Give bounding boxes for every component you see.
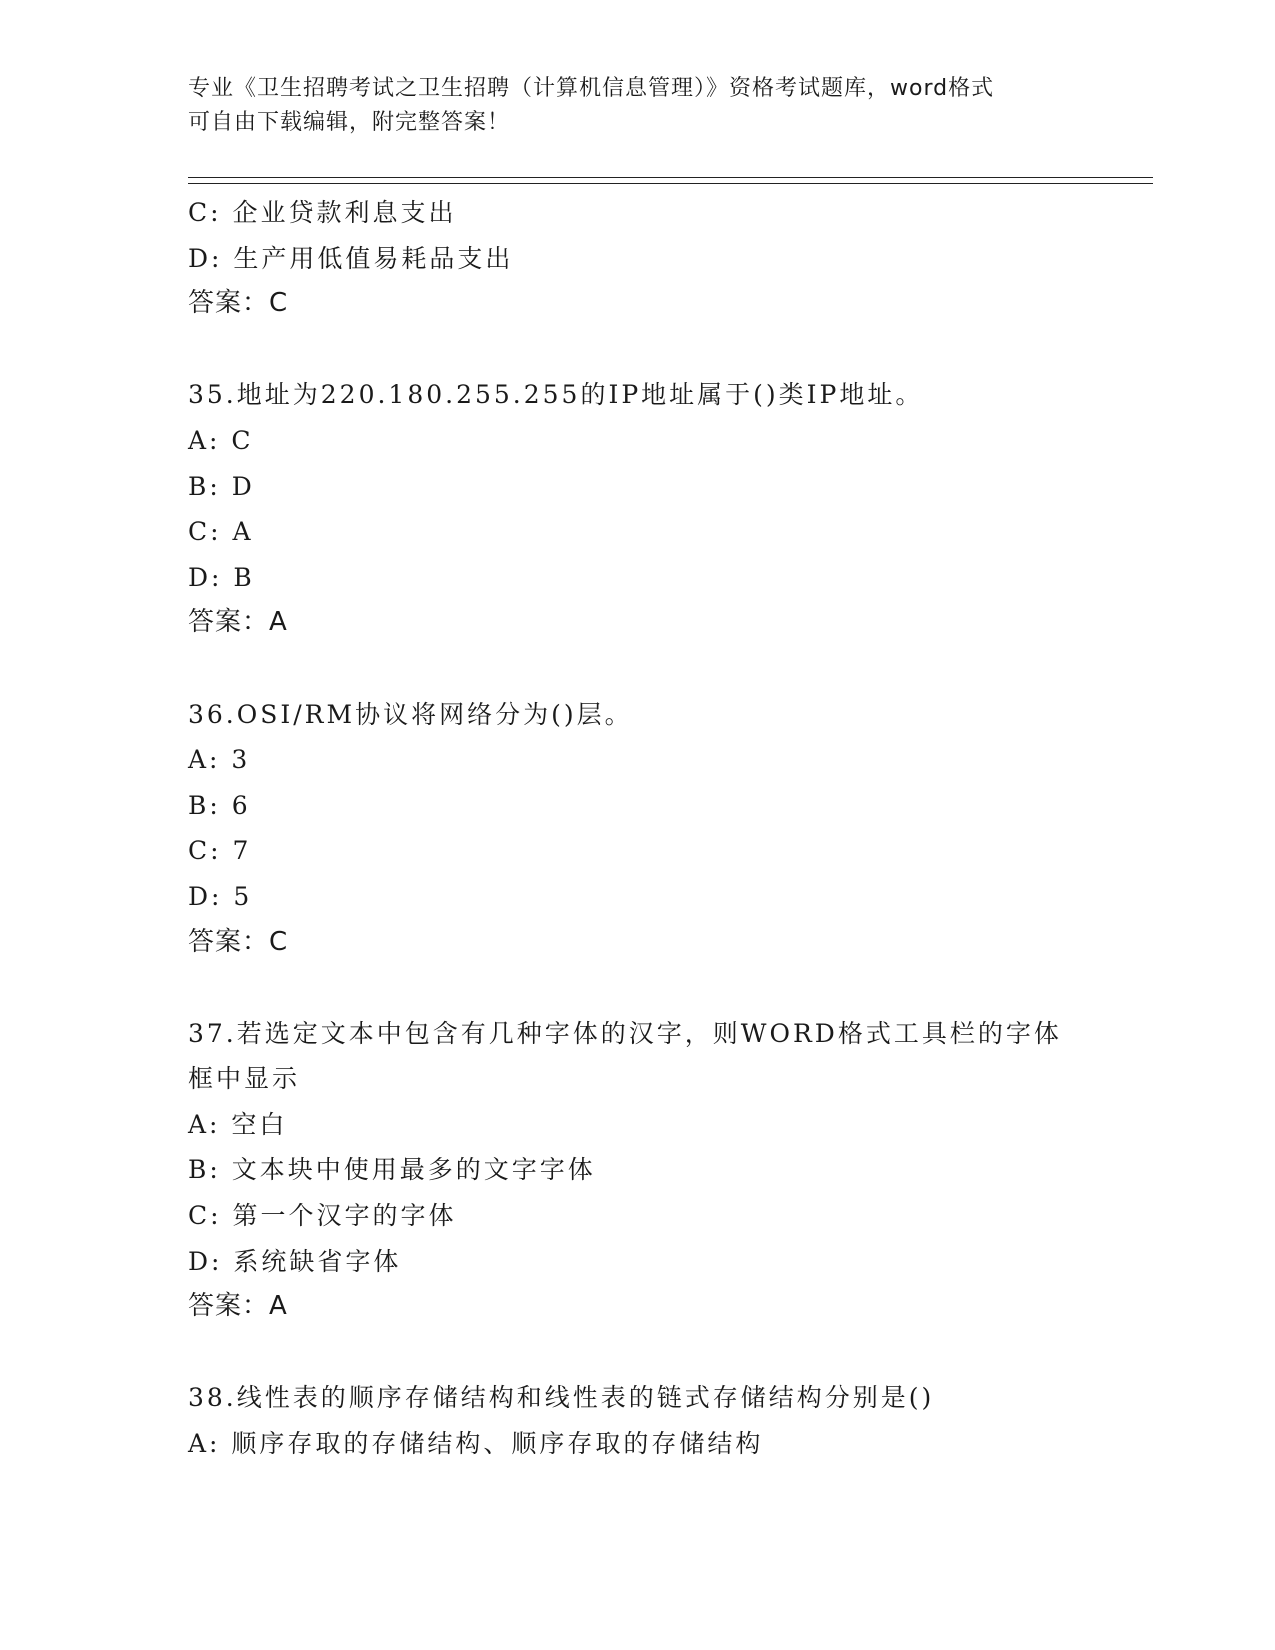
question-list	[188, 190, 1153, 1467]
spacer	[188, 327, 1153, 373]
answer: 答案：A	[188, 607, 288, 638]
question-stem: 36.OSI/RM协议将网络分为()层。	[188, 699, 633, 729]
option-d: D: 系统缺省字体	[188, 1246, 402, 1276]
option-a: A: C	[188, 425, 254, 455]
spacer	[188, 646, 1153, 692]
document-header	[188, 72, 1088, 140]
spacer	[188, 1330, 1153, 1376]
option-d: D: 5	[188, 881, 253, 911]
spacer	[188, 965, 1153, 1011]
question-stem-line-1: 37.若选定文本中包含有几种字体的汉字，则WORD格式工具栏的字体	[188, 1018, 1062, 1048]
question-35	[188, 372, 1153, 646]
question-38	[188, 1375, 1153, 1466]
header-line-2: 可自由下载编辑，附完整答案！	[188, 110, 511, 135]
option-c: C: 7	[188, 836, 252, 866]
header-divider-top	[188, 177, 1153, 178]
answer: 答案：A	[188, 1291, 288, 1322]
option-b: B: 6	[188, 790, 251, 820]
option-d: D: B	[188, 562, 255, 592]
option-b: B: 文本块中使用最多的文字字体	[188, 1155, 596, 1185]
question-34	[188, 190, 1153, 327]
question-36	[188, 692, 1153, 966]
answer: 答案：C	[188, 288, 289, 319]
question-stem-line-2: 框中显示	[188, 1064, 301, 1094]
option-a: A: 空白	[188, 1109, 288, 1139]
question-stem: 38.线性表的顺序存储结构和线性表的链式存储结构分别是()	[188, 1383, 935, 1413]
option-a: A: 顺序存取的存储结构、顺序存取的存储结构	[188, 1429, 764, 1459]
option-c: C: 第一个汉字的字体	[188, 1201, 457, 1231]
option-b: B: D	[188, 471, 255, 501]
option-a: A: 3	[188, 745, 251, 775]
header-divider-bottom	[188, 183, 1153, 184]
question-37	[188, 1011, 1153, 1330]
option-d: D: 生产用低值易耗品支出	[188, 243, 514, 273]
option-c: C: 企业贷款利息支出	[188, 198, 457, 227]
header-line-1: 专业《卫生招聘考试之卫生招聘（计算机信息管理）》资格考试题库，word格式	[188, 76, 995, 101]
question-stem: 35.地址为220.180.255.255的IP地址属于()类IP地址。	[188, 380, 924, 410]
option-c: C: A	[188, 517, 254, 547]
answer: 答案：C	[188, 926, 289, 957]
